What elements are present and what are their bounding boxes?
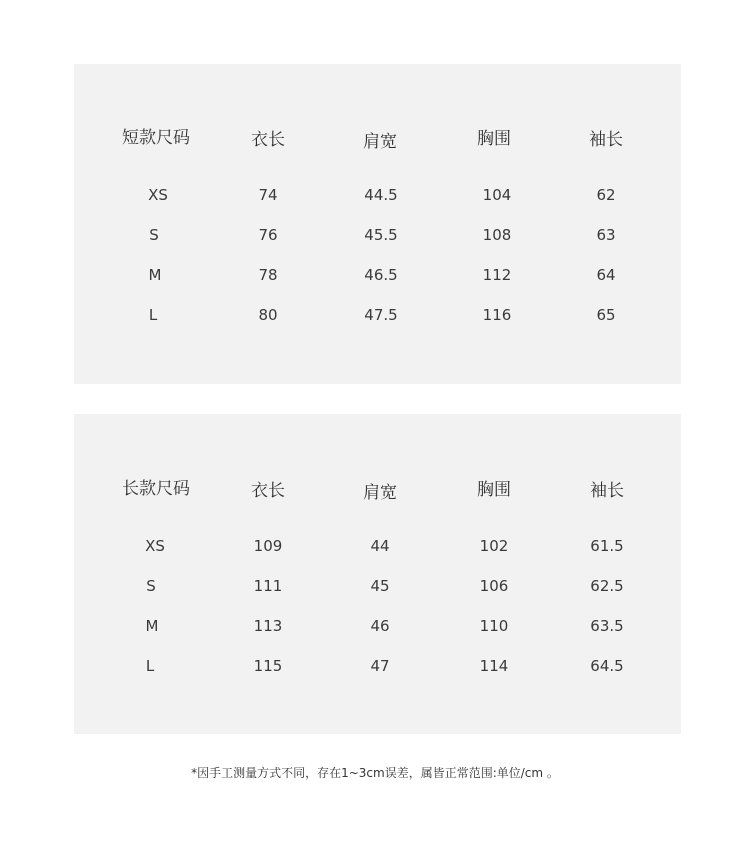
- row-m-size: M: [148, 266, 162, 284]
- row-l-size: L: [148, 306, 158, 324]
- header-size-long: 长款尺码: [122, 479, 190, 499]
- row-m-sleeve: 63.5: [590, 617, 624, 635]
- row-xs-sleeve: 61.5: [590, 537, 624, 555]
- row-m-sleeve: 64: [596, 266, 616, 284]
- row-s-size: S: [146, 577, 156, 595]
- row-l-size: L: [145, 657, 155, 675]
- row-xs-shoulder: 44.5: [364, 186, 398, 204]
- header-shoulder: 肩宽: [363, 132, 397, 152]
- row-s-chest: 106: [479, 577, 509, 595]
- row-m-chest: 112: [482, 266, 512, 284]
- row-l-shoulder: 47.5: [364, 306, 398, 324]
- size-table-long: [74, 414, 681, 734]
- row-l-length: 80: [258, 306, 278, 324]
- row-xs-size: XS: [145, 537, 165, 555]
- row-s-length: 76: [258, 226, 278, 244]
- row-xs-chest: 104: [482, 186, 512, 204]
- row-s-sleeve: 63: [596, 226, 616, 244]
- row-m-shoulder: 46.5: [364, 266, 398, 284]
- row-xs-shoulder: 44: [370, 537, 390, 555]
- row-m-chest: 110: [479, 617, 509, 635]
- header-length: 衣长: [251, 481, 285, 501]
- row-l-shoulder: 47: [370, 657, 390, 675]
- measurement-footnote: *因手工测量方式不同，存在1~3cm误差，属皆正常范围:单位/cm 。: [191, 766, 559, 780]
- header-chest: 胸围: [477, 129, 511, 149]
- row-s-length: 111: [253, 577, 283, 595]
- header-length: 衣长: [251, 130, 285, 150]
- row-xs-length: 109: [253, 537, 283, 555]
- row-l-sleeve: 65: [596, 306, 616, 324]
- row-m-shoulder: 46: [370, 617, 390, 635]
- row-s-chest: 108: [482, 226, 512, 244]
- header-chest: 胸围: [477, 480, 511, 500]
- row-l-length: 115: [253, 657, 283, 675]
- row-m-length: 78: [258, 266, 278, 284]
- row-s-sleeve: 62.5: [590, 577, 624, 595]
- header-size-short: 短款尺码: [122, 128, 190, 148]
- row-s-shoulder: 45: [370, 577, 390, 595]
- row-l-chest: 116: [482, 306, 512, 324]
- header-shoulder: 肩宽: [363, 483, 397, 503]
- row-xs-sleeve: 62: [596, 186, 616, 204]
- row-s-size: S: [149, 226, 159, 244]
- header-sleeve: 袖长: [590, 481, 624, 501]
- row-xs-chest: 102: [479, 537, 509, 555]
- row-m-size: M: [145, 617, 159, 635]
- row-l-chest: 114: [479, 657, 509, 675]
- row-l-sleeve: 64.5: [590, 657, 624, 675]
- row-xs-size: XS: [148, 186, 168, 204]
- row-xs-length: 74: [258, 186, 278, 204]
- size-table-short: [74, 64, 681, 384]
- row-s-shoulder: 45.5: [364, 226, 398, 244]
- row-m-length: 113: [253, 617, 283, 635]
- header-sleeve: 袖长: [589, 130, 623, 150]
